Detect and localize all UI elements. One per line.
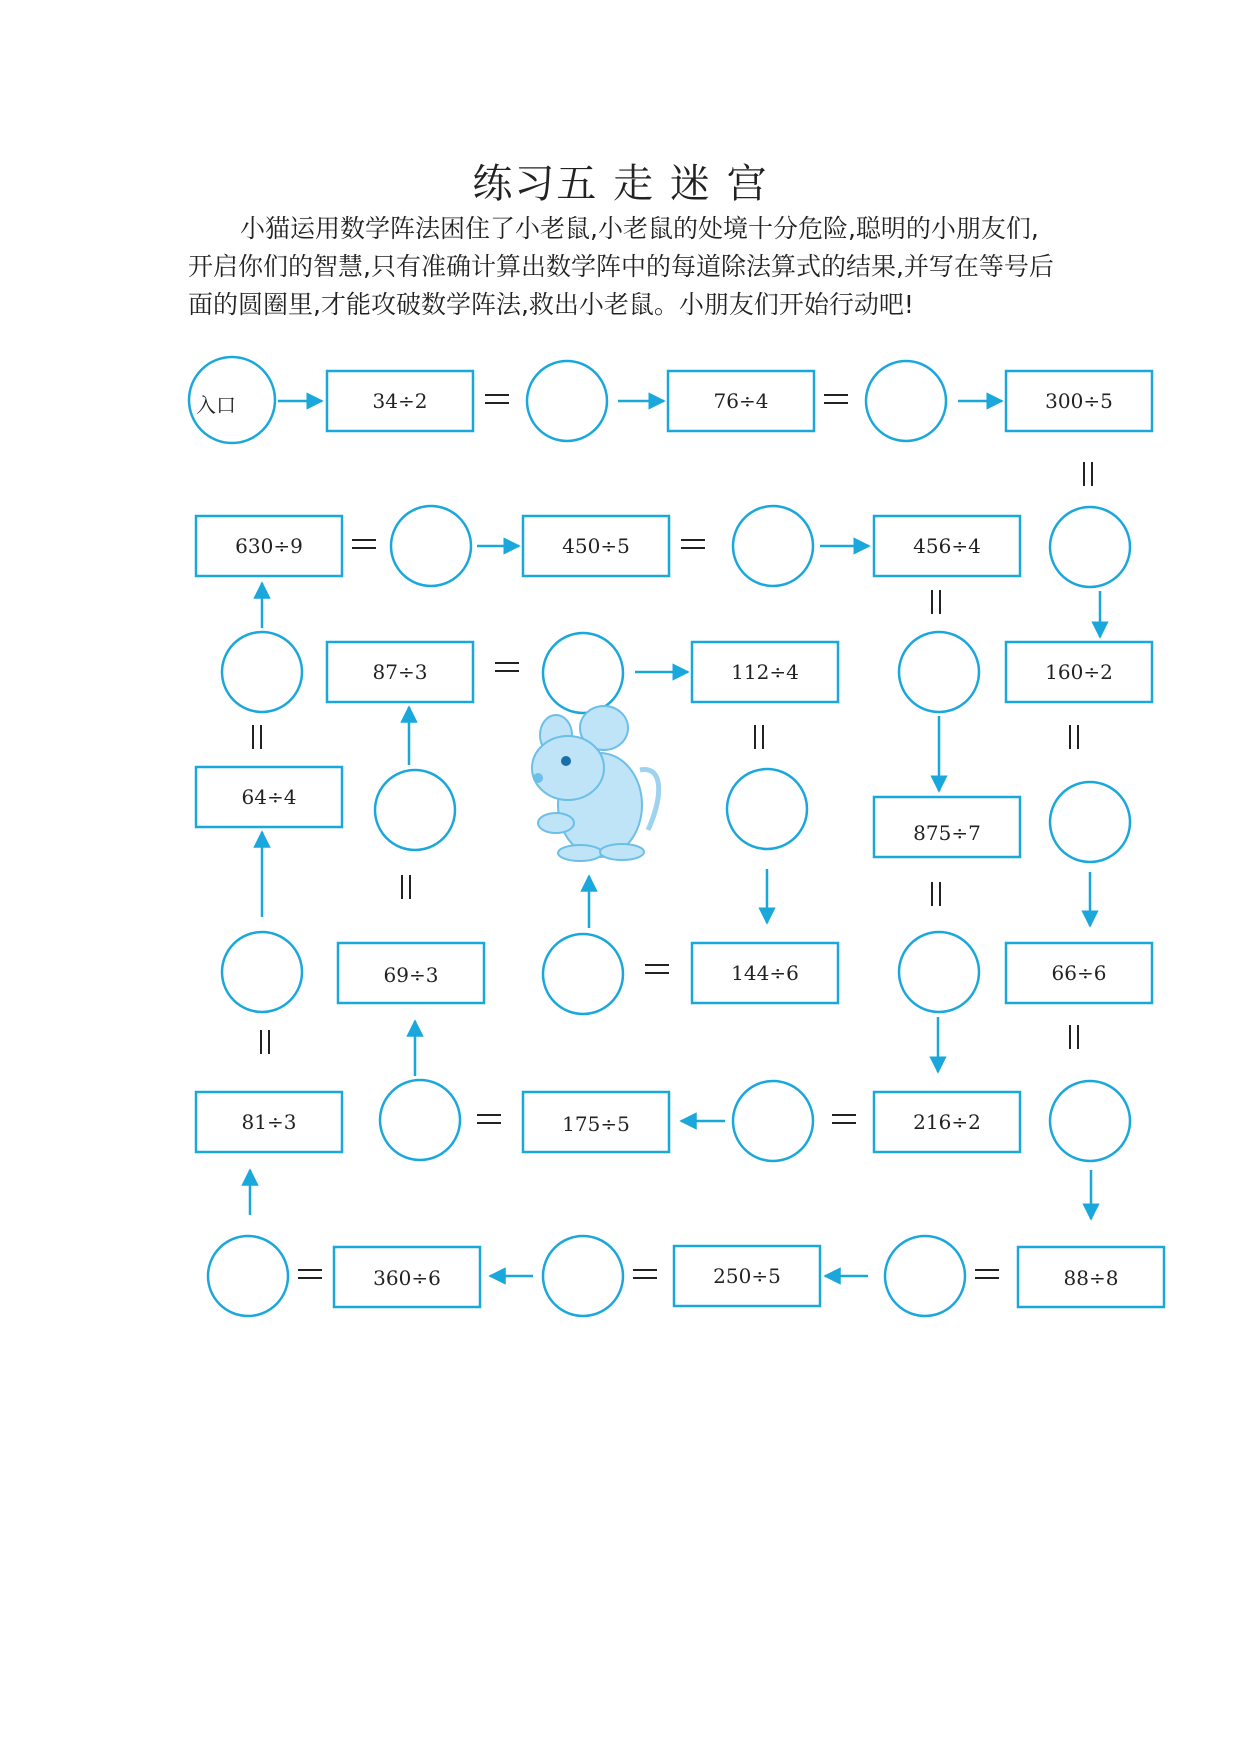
expr-text: 112÷4 [731,660,799,684]
expr-text: 76÷4 [713,389,769,413]
expr-text: 144÷6 [731,961,799,985]
expr-text: 160÷2 [1045,660,1113,684]
expr-text: 81÷3 [241,1110,297,1134]
expr-text: 456÷4 [913,534,981,558]
expr-text: 64÷4 [241,785,297,809]
equals-icon [645,965,669,973]
answer-circle-12[interactable] [222,932,302,1012]
equals-icon [352,540,376,548]
vertical-equals-icon [932,882,940,906]
answer-circle-2[interactable] [866,361,946,441]
vertical-equals-icon [932,590,940,614]
vertical-equals-icon [1084,462,1092,486]
page-title: 练习五 走 迷 宫 [472,161,769,207]
equals-icon [298,1270,322,1278]
expr-text: 360÷6 [373,1266,441,1290]
answer-circle-7[interactable] [543,633,623,713]
expr-text: 450÷5 [562,534,630,558]
answer-circle-11[interactable] [1050,782,1130,862]
answer-circle-4[interactable] [733,506,813,586]
equals-icon [485,395,509,403]
expr-text: 300÷5 [1045,389,1113,413]
answer-circle-10[interactable] [727,769,807,849]
answer-circle-3[interactable] [391,506,471,586]
vertical-equals-icon [402,875,410,899]
vertical-equals-icon [253,725,261,749]
expr-text: 216÷2 [913,1110,981,1134]
vertical-equals-icon [261,1030,269,1054]
equals-icon [975,1270,999,1278]
intro-line-1: 小猫运用数学阵法困住了小老鼠,小老鼠的处境十分危险,聪明的小朋友们, [240,214,1039,243]
answer-circle-9[interactable] [375,770,455,850]
intro-line-2: 开启你们的智慧,只有准确计算出数学阵中的每道除法算式的结果,并写在等号后 [188,252,1054,281]
answer-circle-15[interactable] [380,1080,460,1160]
entry-label: 入口 [196,393,236,417]
answer-circle-6[interactable] [222,632,302,712]
expr-text: 875÷7 [913,821,981,845]
answer-circle-5[interactable] [1050,507,1130,587]
equals-icon [477,1115,501,1123]
intro-line-3: 面的圆圈里,才能攻破数学阵法,救出小老鼠。小朋友们开始行动吧! [188,290,914,319]
answer-circle-18[interactable] [208,1236,288,1316]
equals-icon [495,663,519,671]
equals-icon [633,1270,657,1278]
expr-text: 250÷5 [713,1264,781,1288]
expr-text: 66÷6 [1051,961,1107,985]
expr-text: 175÷5 [562,1112,630,1136]
answer-circle-13[interactable] [543,934,623,1014]
expr-text: 34÷2 [372,389,428,413]
answer-circle-17[interactable] [1050,1081,1130,1161]
vertical-equals-icon [1070,1025,1078,1049]
answer-circle-14[interactable] [899,932,979,1012]
answer-circle-1[interactable] [527,361,607,441]
answer-circle-8[interactable] [899,632,979,712]
answer-circle-16[interactable] [733,1081,813,1161]
equals-icon [824,395,848,403]
equals-icon [832,1115,856,1123]
vertical-equals-icon [1070,725,1078,749]
answer-circle-20[interactable] [885,1236,965,1316]
expr-text: 87÷3 [372,660,428,684]
expr-text: 69÷3 [383,963,439,987]
mouse-icon [532,706,659,861]
equals-icon [681,540,705,548]
expr-text: 88÷8 [1063,1266,1119,1290]
answer-circle-19[interactable] [543,1236,623,1316]
expr-text: 630÷9 [235,534,303,558]
vertical-equals-icon [755,725,763,749]
